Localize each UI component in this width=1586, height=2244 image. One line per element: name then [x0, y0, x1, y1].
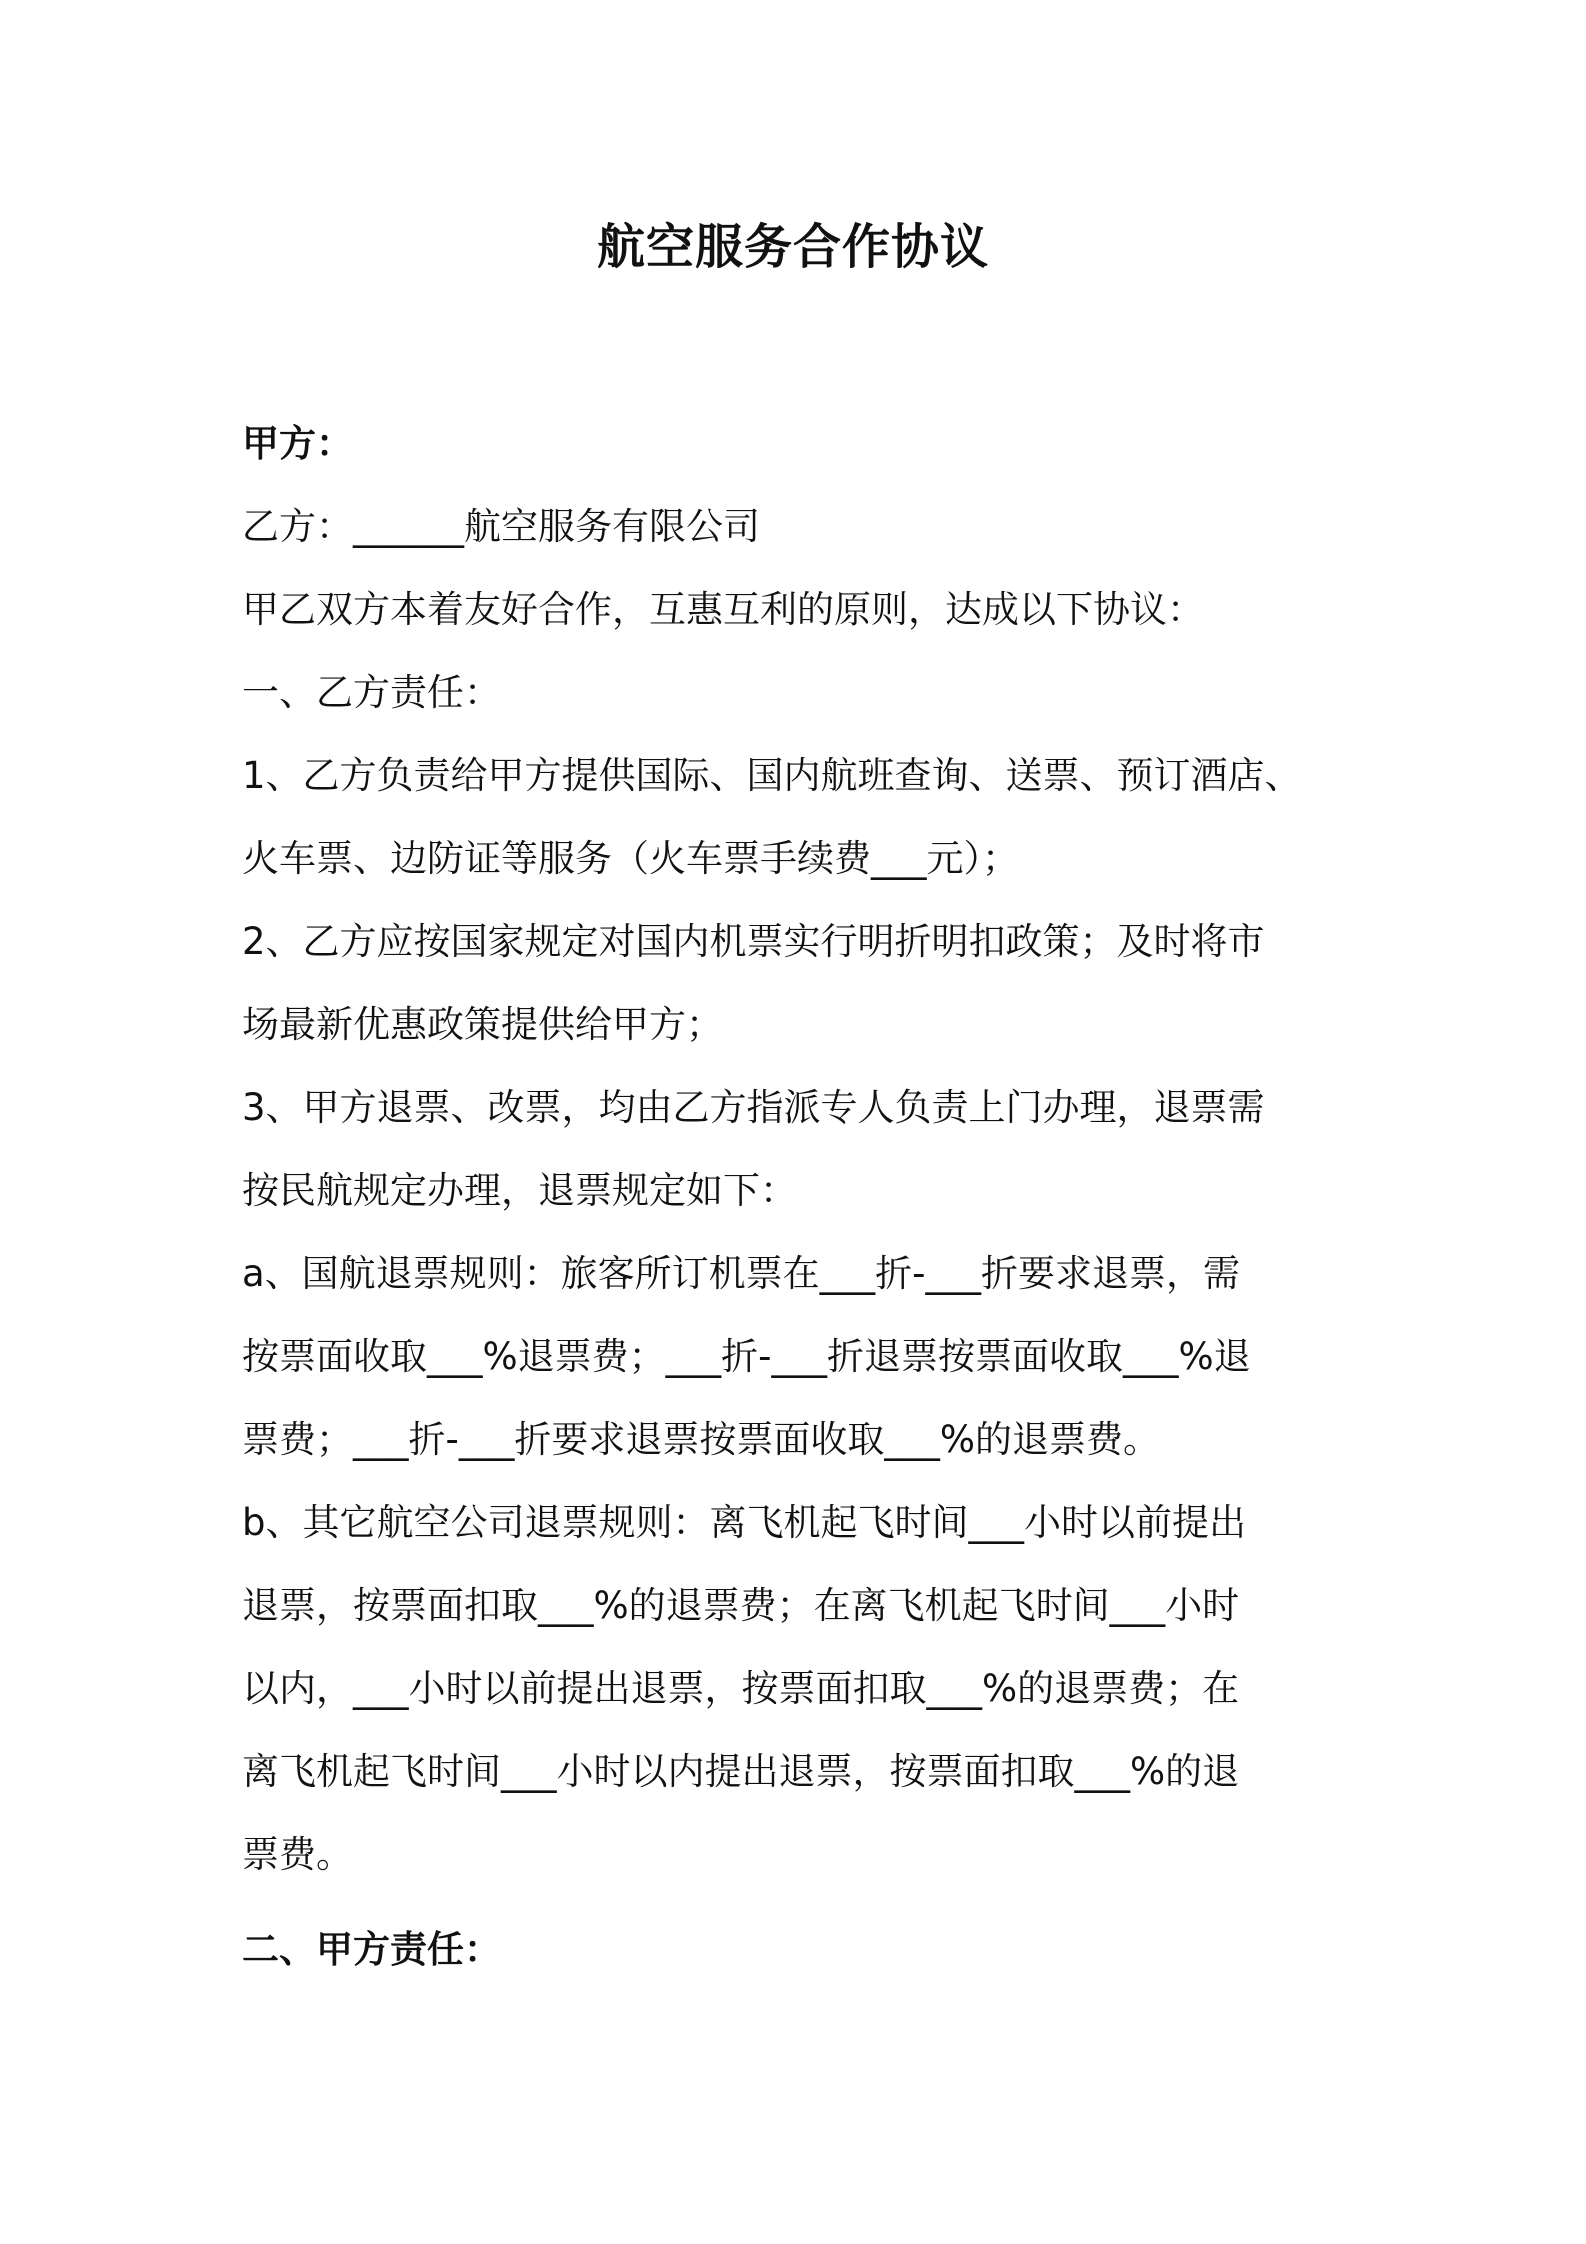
clause-3-line-2: 按民航规定办理，退票规定如下： — [242, 1169, 797, 1212]
clause-a-line-1: a、国航退票规则：旅客所订机票在___折-___折要求退票，需 — [242, 1252, 1241, 1295]
clause-a-line-3: 票费；___折-___折要求退票按票面收取___%的退票费。 — [242, 1418, 1161, 1461]
section-gap — [242, 1896, 1362, 1908]
section-two-heading: 二、甲方责任： — [242, 1928, 501, 1971]
document-title: 航空服务合作协议 — [596, 219, 989, 275]
document-body — [242, 402, 1362, 1991]
clause-b-line-2: 退票，按票面扣取___%的退票费；在离飞机起飞时间___小时 — [242, 1584, 1240, 1627]
party-b-line: 乙方：______航空服务有限公司 — [242, 505, 760, 548]
clause-b-line-1: b、其它航空公司退票规则：离飞机起飞时间___小时以前提出 — [242, 1501, 1246, 1544]
clause-b-line-4: 离飞机起飞时间___小时以内提出退票，按票面扣取___%的退 — [242, 1750, 1240, 1793]
clause-2-line-1: 2、乙方应按国家规定对国内机票实行明折明扣政策；及时将市 — [242, 920, 1265, 963]
clause-b-line-3: 以内，___小时以前提出退票，按票面扣取___%的退票费；在 — [242, 1667, 1240, 1710]
section-one-heading: 一、乙方责任： — [242, 671, 501, 714]
clause-a-line-2: 按票面收取___%退票费；___折-___折退票按票面收取___%退 — [242, 1335, 1251, 1378]
clause-2-line-2: 场最新优惠政策提供给甲方； — [242, 1003, 723, 1046]
clause-3-line-1: 3、甲方退票、改票，均由乙方指派专人负责上门办理，退票需 — [242, 1086, 1265, 1129]
clause-1-line-2: 火车票、边防证等服务（火车票手续费___元）； — [242, 837, 1019, 880]
clause-b-line-5: 票费。 — [242, 1833, 353, 1876]
preamble-line: 甲乙双方本着友好合作，互惠互利的原则，达成以下协议： — [242, 588, 1204, 631]
clause-1-line-1: 1、乙方负责给甲方提供国际、国内航班查询、送票、预订酒店、 — [242, 754, 1302, 797]
party-a-line: 甲方： — [242, 422, 353, 465]
